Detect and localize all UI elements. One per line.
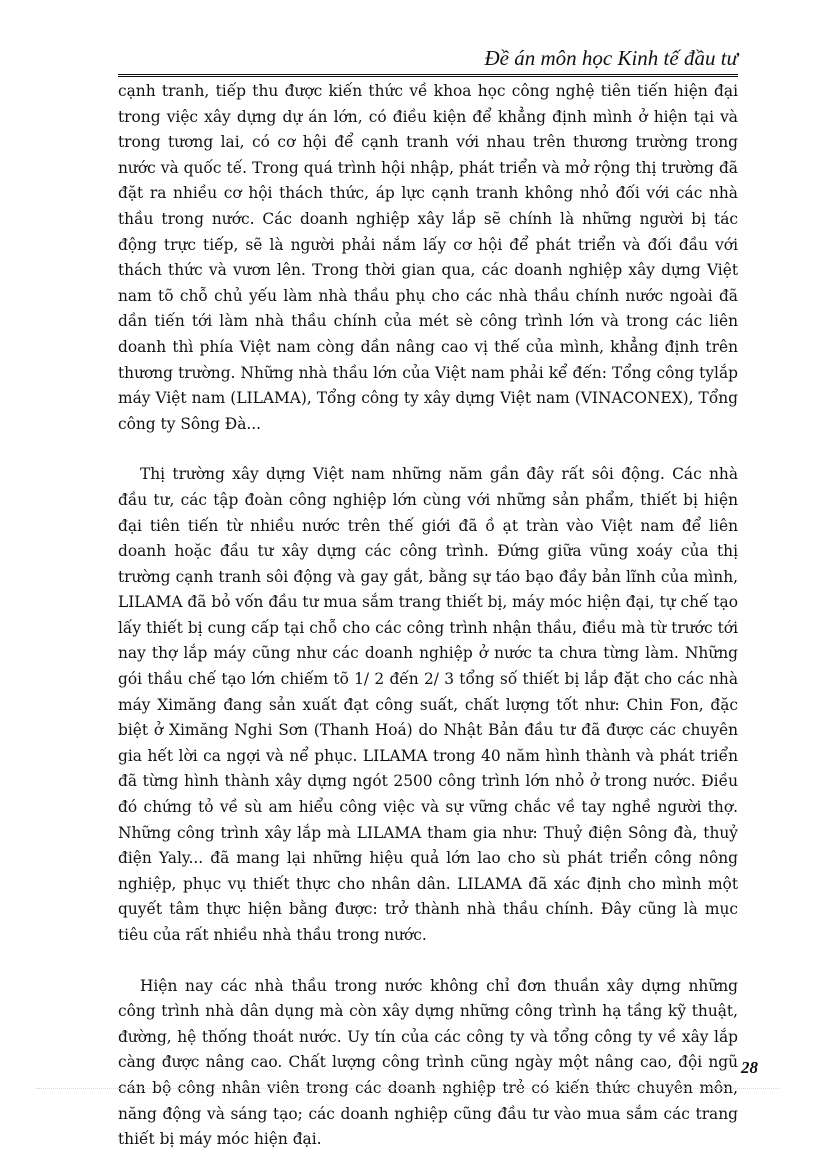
footer-divider xyxy=(36,1088,780,1089)
paragraph-3: Hiện nay các nhà thầu trong nước không chỉ đơn thuần xây dựng những công trình nhà dân dụng mà còn xây dựng những công trình hạ tầng kỹ thuật, đường, hệ thống thoát nước. Uy tín của các công ty và tổng công ty về xây lắp càng được nâng cao. Chất lượng công trình cũng ngày một nâng cao, đội ngũ cán bộ công nhân viên trong các doanh nghiệp trẻ có kiến thức chuyên môn, năng động và sáng tạo; các doanh nghiệp cũng đầu tư vào mua sắm các trang thiết bị máy móc hiện đại. xyxy=(118,976,738,1149)
header-title: Đề án môn học Kinh tế đầu tư xyxy=(484,46,738,70)
document-body xyxy=(118,79,738,1153)
paragraph-1: cạnh tranh, tiếp thu được kiến thức về khoa học công nghệ tiên tiến hiện đại trong việc xây dựng dự án lớn, có điều kiện để khẳng định mình ở hiện tại và trong tương lai, có cơ hội để cạnh tranh với nhau trên thương trường trong nước và quốc tế. Trong quá trình hội nhập, phát triển và mở rộng thị trường đã đặt ra nhiều cơ hội thách thức, áp lực cạnh tranh không nhỏ đối với các nhà thầu trong nước. Các doanh nghiệp xây lắp sẽ chính là những người bị tác động trực tiếp, sẽ là người phải nắm lấy cơ hội để phát triển và đối đầu với thách thức và vươn lên. Trong thời gian qua, các doanh nghiệp xây dựng Việt nam tõ chỗ chủ yếu làm nhà thầu phụ cho các nhà thầu chính nước ngoài đã dần tiến tới làm nhà thầu chính của mét sè công trình lớn và trong các liên doanh thì phía Việt nam còng dần nâng cao vị thế của mình, khẳng định trên thương trường. Những nhà thầu lớn của Việt nam phải kể đến: Tổng công tylắp máy Việt nam (LILAMA), Tổng công ty xây dựng Việt nam (VINACONEX), Tổng công ty Sông Đà... xyxy=(118,82,738,433)
paragraph-2: Thị trường xây dựng Việt nam những năm gần đây rất sôi động. Các nhà đầu tư, các tập đoàn công nghiệp lớn cùng với những sản phẩm, thiết bị hiện đại tiên tiến từ nhiều nước trên thế giới đã ồ ạt tràn vào Việt nam để liên doanh hoặc đầu tư xây dựng các công trình. Đứng giữa vũng xoáy của thị trường cạnh tranh sôi động và gay gắt, bằng sự táo bạo đầy bản lĩnh của mình, LILAMA đã bỏ vốn đầu tư mua sắm trang thiết bị, máy móc hiện đại, tự chế tạo lấy thiết bị cung cấp tại chỗ cho các công trình nhận thầu, điều mà từ trước tới nay thợ lắp máy cũng như các doanh nghiệp ở nước ta chưa từng làm. Những gói thầu chế tạo lớn chiếm tõ 1/ 2 đến 2/ 3 tổng số thiết bị lắp đặt cho các nhà máy Ximăng đang sản xuất đạt công suất, chất lượng tốt như: Chin Fon, đặc biệt ở Ximăng Nghi Sơn (Thanh Hoá) do Nhật Bản đầu tư đã được các chuyên gia hết lời ca ngợi và nể phục. LILAMA trong 40 năm hình thành và phát triển đã từng hình thành xây dựng ngót 2500 công trình lớn nhỏ ở trong nước. Điều đó chứng tỏ về sù am hiểu công việc và sự vững chắc về tay nghề người thợ. Những công trình xây lắp mà LILAMA tham gia như: Thuỷ điện Sông đà, thuỷ điện Yaly... đã mang lại những hiệu quả lớn lao cho sù phát triển công nông nghiệp, phục vụ thiết thực cho nhân dân. LILAMA đã xác định cho mình một quyết tâm thực hiện bằng được: trở thành nhà thầu chính. Đây cũng là mục tiêu của rất nhiều nhà thầu trong nước. xyxy=(118,465,738,944)
page-number: 28 xyxy=(741,1058,758,1077)
page-header xyxy=(118,44,738,77)
